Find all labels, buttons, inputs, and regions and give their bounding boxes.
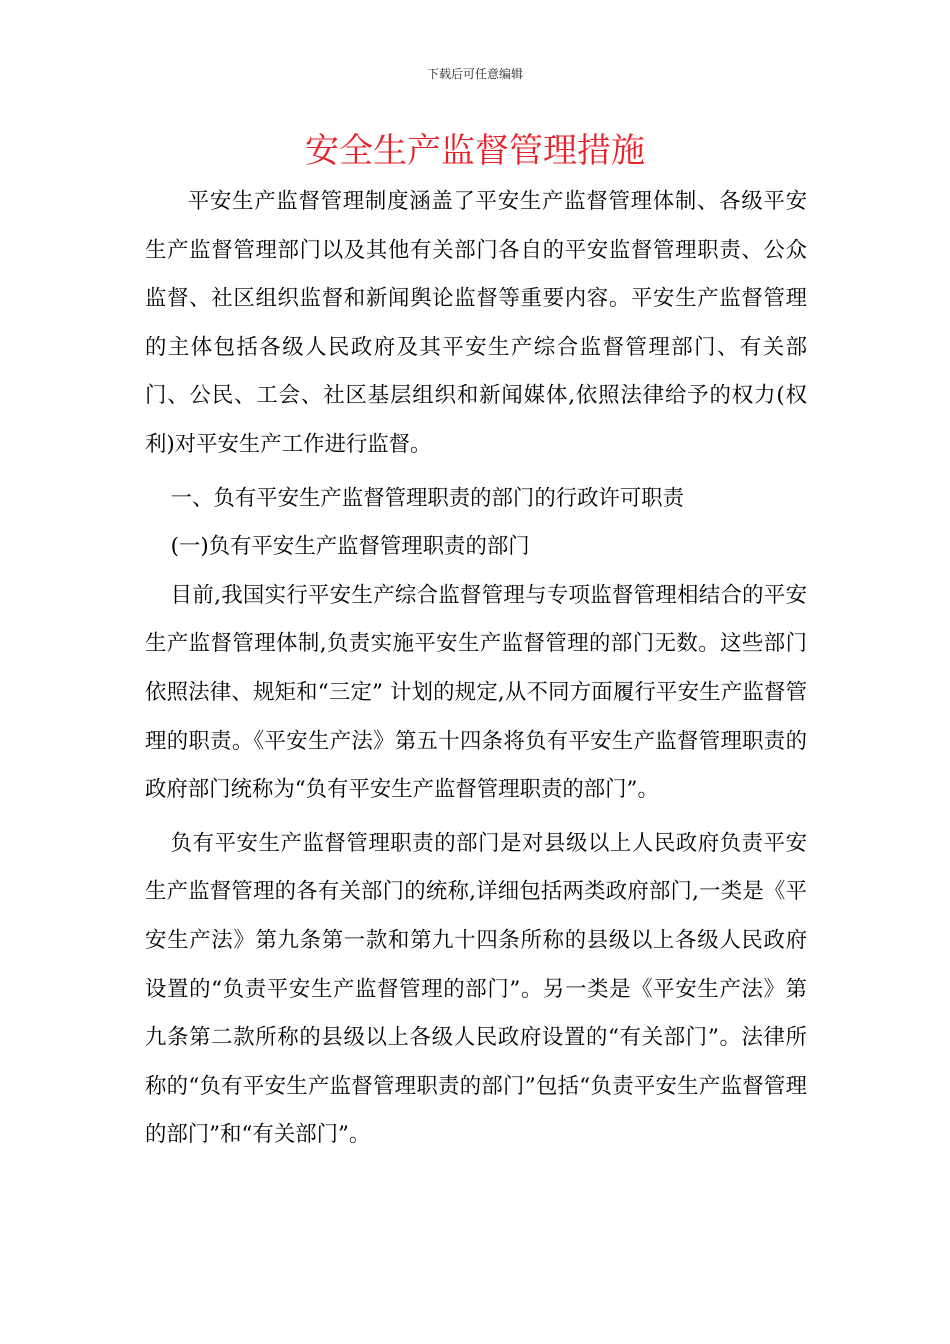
subsection-heading-1: (一)负有平安生产监督管理职责的部门	[170, 534, 530, 560]
document-title: 安全生产监督管理措施	[305, 131, 645, 171]
paragraph-responsible-departments: 负有平安生产监督管理职责的部门是对县级以上人民政府负责平安生产监督管理的各有关部门的统称,详细包括两类政府部门,一类是《平安生产法》第九条第一款和第九十四条所称的县级以上各级人民政府设置的“负责平安生产监督管理的部门”。另一类是《平安生产法》第九条第二款所称的县级以上各级人民政府设置的“有关部门”。法律所称的“负有平安生产监督管理职责的部门”包括“负责平安生产监督管理的部门”和“有关部门”。	[145, 830, 807, 1148]
document-body	[145, 178, 807, 1160]
section-heading-1: 一、负有平安生产监督管理职责的部门的行政许可职责	[170, 485, 685, 511]
header-note: 下载后可任意编辑	[426, 67, 523, 81]
paragraph-intro: 平安生产监督管理制度涵盖了平安生产监督管理体制、各级平安生产监督管理部门以及其他有关部门各自的平安监督管理职责、公众监督、社区组织监督和新闻舆论监督等重要内容。平安生产监督管理的主体包括各级人民政府及其平安生产综合监督管理部门、有关部门、公民、工会、社区基层组织和新闻媒体,依照法律给予的权力(权利)对平安生产工作进行监督。	[145, 189, 807, 457]
paragraph-departments: 目前,我国实行平安生产综合监督管理与专项监督管理相结合的平安生产监督管理体制,负责实施平安生产监督管理的部门无数。这些部门依照法律、规矩和“三定” 计划的规定,从不同方面履行平安生产监督管理的职责。《平安生产法》第五十四条将负有平安生产监督管理职责的政府部门统称为“负有平安生产监督管理职责的部门”。	[145, 582, 807, 803]
